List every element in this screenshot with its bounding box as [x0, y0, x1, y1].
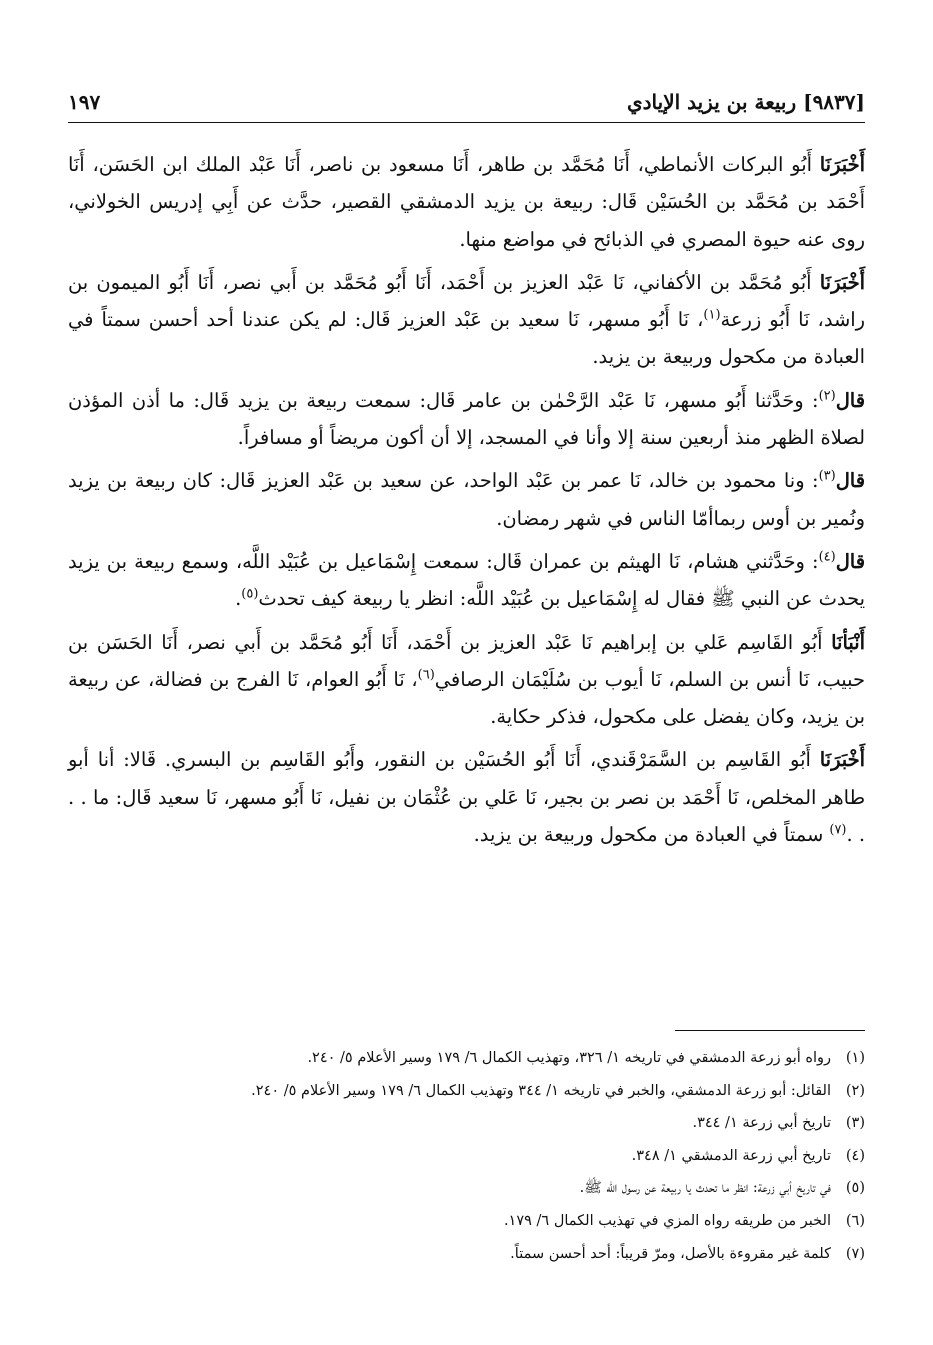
paragraph-2 [68, 264, 865, 376]
footnote-2 [68, 1075, 865, 1108]
footnote-6 [68, 1205, 865, 1238]
paragraph-text: أَبُو القَاسِم بن السَّمَرْقَندي، أَنَا أَبُو الحُسَيْن بن النقور، وأَبُو القَاسِم بن البسري. قَالا: أنا أبو طاهر المخلص، نَا أَحْمَد بن نصر بن بجير، نَا عَلي بن عُثْمَان بن نفيل، نَا أَبُو مسهر، نَا سعيد قَال: ما . . . . [68, 748, 865, 847]
footnote-text: كلمة غير مقروءة بالأصل، ومرّ قريباً: أحد أحسن سمتاً. [510, 1245, 831, 1262]
footnote-text: تاريخ أبي زرعة الدمشقي ١/ ٣٤٨. [631, 1147, 831, 1164]
footnote-ref: (٤) [818, 549, 836, 565]
paragraph-text: : ونا محمود بن خالد، نَا عمر بن عَبْد الواحد، عن سعيد بن عَبْد العزيز قَال: كان ربيعة بن يزيد ونُمير بن أوس ربماأمّا الناس في شهر رمضان. [68, 469, 865, 530]
footnote-5 [68, 1172, 865, 1205]
header-rule [68, 122, 865, 123]
footnote-text: رواه أبو زرعة الدمشقي في تاريخه ١/ ٣٢٦، وتهذيب الكمال ٦/ ١٧٩ وسير الأعلام ٥/ ٢٤٠. [307, 1050, 831, 1066]
footnote-text: الخبر من طريقه رواه المزي في تهذيب الكمال ٦/ ١٧٩. [503, 1212, 831, 1229]
footnote-ref: (٧) [829, 822, 847, 838]
footnote-1 [68, 1042, 865, 1075]
footnote-number: (١) [845, 1050, 865, 1066]
paragraph-3 [68, 382, 865, 457]
footnotes [68, 1042, 865, 1270]
footnote-ref: (٦) [417, 667, 435, 683]
footnote-number: (٥) [845, 1180, 865, 1197]
footnote-ref: (٥) [241, 586, 259, 602]
paragraph-text: سمتاً في العبادة من مكحول وربيعة بن يزيد. [473, 823, 830, 847]
paragraph-4 [68, 462, 865, 537]
paragraph-text: أَبُو البركات الأنماطي، أَنَا مُحَمَّد بن طاهر، أَنَا مسعود بن ناصر، أَنَا عَبْد الملك ابن الحَسَن، أَنَا أَحْمَد بن مُحَمَّد بن الحُسَيْن قَال: ربيعة بن يزيد الدمشقي القصير، حدَّث عن أَبِي إدريس الخولاني، روى عنه حيوة المصري في الذبائح في مواضع منها. [68, 153, 865, 251]
paragraph-text: أَبُو مُحَمَّد بن الأكفاني، نَا عَبْد العزيز بن أَحْمَد، أَنَا أَبُو مُحَمَّد بن أَبي نصر، أَنَا أَبُو الميمون بن راشد، نَا أَبُو زرعة [68, 270, 865, 332]
main-text [68, 146, 865, 859]
footnote-text: في تاريخ أبي زرعة: انظر ما تحدث يا ربيعة عن رسول الله ﷺ. [579, 1180, 831, 1197]
footnote-separator [675, 1030, 865, 1031]
running-title: [٩٨٣٧] ربيعة بن يزيد الإيادي [626, 90, 865, 114]
footnote-3 [68, 1107, 865, 1140]
footnote-number: (٤) [845, 1147, 865, 1164]
footnote-ref: (١) [703, 307, 721, 323]
paragraph-text: أَبُو القَاسِم عَلي بن إبراهيم نَا عَبْد العزيز بن أَحْمَد، أَنَا أَبُو مُحَمَّد بن أَبي نصر، أَنَا الحَسَن بن حبيب، نَا أنس بن السلم، نَا أيوب بن سُلَيْمَان الرصافي [68, 630, 865, 691]
paragraph-text: . [235, 587, 242, 611]
paragraph-lead: أَنْبَأنَا [831, 630, 865, 654]
paragraph-lead: أَخْبَرَنَا [819, 748, 865, 772]
footnote-text: القائل: أبو زرعة الدمشقي، والخبر في تاريخه ١/ ٣٤٤ وتهذيب الكمال ٦/ ١٧٩ وسير الأعلام ٥/ ٢٤٠. [251, 1082, 831, 1099]
footnote-number: (٣) [845, 1115, 865, 1132]
paragraph-7 [68, 741, 865, 853]
paragraph-text: ، نَا أَبُو مسهر، نَا سعيد بن عَبْد العزيز قَال: لم يكن عندنا أحد أحسن سمتاً في العبادة من مكحول وربيعة بن يزيد. [68, 308, 865, 369]
footnote-ref: (٢) [818, 388, 836, 404]
page-header [68, 84, 865, 124]
page-number: ١٩٧ [68, 90, 101, 114]
paragraph-text: : وحَدَّثني هشام، نَا الهيثم بن عمران قَال: سمعت إِسْمَاعيل بن عُبَيْد اللَّه، وسمع ربيعة بن يزيد يحدث عن النبي ﷺ فقال له إِسْمَاعيل بن عُبَيْد اللَّه: انظر يا ربيعة كيف تحدث [68, 549, 865, 611]
footnote-7 [68, 1238, 865, 1271]
paragraph-5 [68, 543, 865, 618]
paragraph-lead: قال [835, 469, 865, 493]
paragraph-lead: أَخْبَرَنَا [819, 270, 865, 294]
footnote-number: (٢) [845, 1082, 865, 1099]
paragraph-lead: قال [835, 388, 865, 412]
paragraph-lead: أَخْبَرَنَا [819, 153, 865, 176]
footnote-ref: (٣) [818, 468, 836, 484]
footnote-number: (٧) [845, 1245, 865, 1262]
footnote-4 [68, 1140, 865, 1173]
footnote-text: تاريخ أبي زرعة ١/ ٣٤٤. [692, 1115, 831, 1132]
footnote-number: (٦) [845, 1212, 865, 1229]
paragraph-text: ، نَا أَبُو العوام، نَا الفرج بن فضالة، عن ربيعة بن يزيد، وكان يفضل على مكحول، فذكر حكاية. [68, 667, 865, 729]
paragraph-1 [68, 146, 865, 258]
paragraph-lead: قال [835, 549, 865, 573]
paragraph-6 [68, 624, 865, 736]
paragraph-text: : وحَدَّثنا أَبُو مسهر، نَا عَبْد الرَّحْمٰن بن عامر قَال: سمعت ربيعة بن يزيد قَال: ما أذن المؤذن لصلاة الظهر منذ أربعين سنة إلا وأنا في المسجد، إلا أن أكون مريضاً أو مسافراً. [68, 388, 865, 450]
